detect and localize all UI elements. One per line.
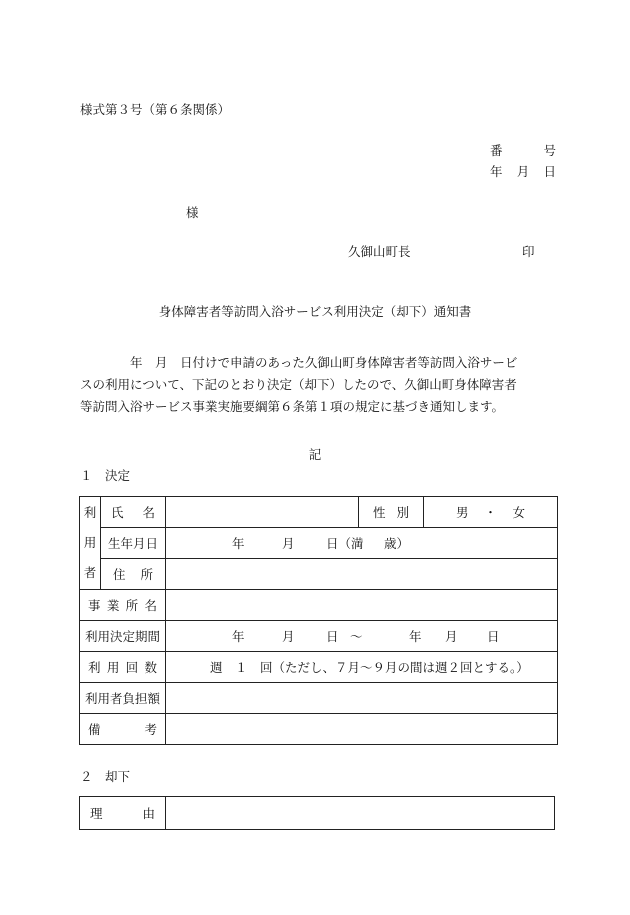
address-field[interactable]	[166, 559, 558, 590]
birthdate-field[interactable]	[166, 528, 558, 559]
user-group-char: 利	[83, 505, 97, 520]
decision-table	[79, 496, 558, 745]
name-field[interactable]	[166, 497, 359, 528]
label-char: 由	[142, 806, 155, 821]
usage-count-value: 週 １ 回（ただし、７月〜９月の間は週２回とする。）	[210, 660, 529, 675]
label-char: 住	[113, 567, 126, 582]
usage-count-field[interactable]	[166, 652, 558, 683]
label-char: 別	[396, 505, 409, 520]
reason-label	[80, 797, 166, 830]
address-label	[101, 559, 166, 590]
birth-year: 年	[232, 536, 245, 551]
period-end-month: 月	[445, 629, 458, 644]
period-start-year: 年	[232, 629, 245, 644]
label-char: 利	[88, 660, 101, 675]
label-char: 名	[144, 598, 157, 613]
label-char: 事	[88, 598, 101, 613]
gender-label	[359, 497, 424, 528]
section-2-heading: ２ 却下	[80, 769, 131, 784]
ki-mark: 記	[308, 447, 322, 462]
label-char: 用	[106, 660, 120, 675]
remarks-label	[80, 714, 166, 745]
gender-separator: ・	[484, 505, 497, 520]
label-char: 理	[90, 806, 103, 821]
birthdate-label: 生年月日	[101, 528, 166, 559]
name-label	[101, 497, 166, 528]
reason-field[interactable]	[166, 797, 555, 830]
gender-male: 男	[456, 505, 469, 520]
label-char: 回	[125, 660, 139, 675]
recipient-sama: 様	[186, 205, 199, 220]
user-group-char: 者	[83, 565, 97, 580]
label-char: 業	[106, 598, 120, 613]
label-char: 氏	[111, 505, 124, 520]
user-burden-field[interactable]	[166, 683, 558, 714]
issuer: 久御山町長	[348, 244, 411, 259]
label-char: 備	[88, 722, 101, 737]
section-1-heading: １ 決定	[80, 468, 131, 483]
birth-day-age: 日（満	[326, 536, 364, 551]
birth-month: 月	[282, 536, 295, 551]
document-date-label	[490, 162, 556, 180]
office-name-label	[80, 590, 166, 621]
period-field[interactable]	[166, 621, 558, 652]
office-name-field[interactable]	[166, 590, 558, 621]
body-line-1: 年 月 日付けで申請のあった久御山町身体障害者等訪問入浴サービ	[130, 355, 518, 370]
period-tilde: 〜	[350, 629, 363, 644]
remarks-field[interactable]	[166, 714, 558, 745]
label-char: 所	[140, 567, 153, 582]
gender-field[interactable]	[424, 497, 558, 528]
birth-age-end: 歳）	[384, 536, 410, 551]
label-char: 名	[142, 505, 155, 520]
period-end-year: 年	[409, 629, 422, 644]
number-char: 番	[490, 143, 503, 158]
date-char: 日	[543, 164, 556, 179]
label-char: 所	[125, 598, 139, 613]
rejection-table	[79, 796, 555, 830]
body-line-3: 等訪問入浴サービス事業実施要綱第６条第１項の規定に基づき通知します。	[80, 399, 505, 414]
user-burden-label: 利用者負担額	[80, 683, 166, 714]
label-char: 性	[373, 505, 386, 520]
date-char: 月	[516, 164, 530, 179]
period-end-day: 日	[487, 629, 500, 644]
number-char: 号	[543, 143, 556, 158]
period-label: 利用決定期間	[80, 621, 166, 652]
gender-female: 女	[512, 505, 525, 520]
period-start-day: 日	[326, 629, 339, 644]
usage-count-label	[80, 652, 166, 683]
user-group-char: 用	[83, 535, 97, 550]
seal-mark: 印	[522, 244, 535, 259]
label-char: 考	[144, 722, 157, 737]
body-line-2: スの利用について、下記のとおり決定（却下）したので、久御山町身体障害者	[80, 377, 517, 392]
date-char: 年	[490, 164, 503, 179]
form-number: 様式第３号（第６条関係）	[80, 102, 231, 117]
period-start-month: 月	[282, 629, 295, 644]
document-number-label	[490, 141, 556, 159]
user-group-label	[80, 497, 101, 590]
label-char: 数	[144, 660, 157, 675]
document-title: 身体障害者等訪問入浴サービス利用決定（却下）通知書	[158, 304, 472, 319]
